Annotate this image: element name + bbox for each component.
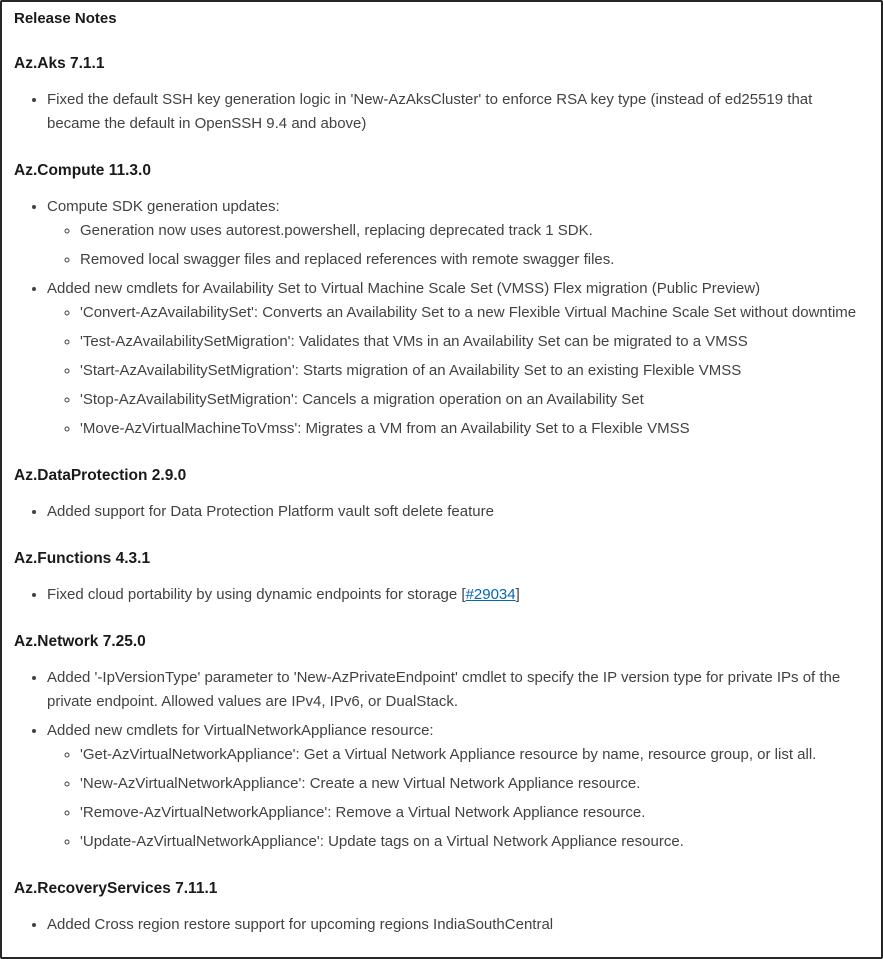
section-az-aks — [14, 54, 867, 136]
release-note-subitem: ◦ 'New-AzVirtualNetworkAppliance': Create a new Virtual Network Appliance resource. — [80, 772, 867, 796]
release-note-item — [47, 719, 867, 854]
note-list — [14, 583, 867, 607]
sub-note-list — [47, 219, 867, 272]
note-text: Added Cross region restore support for upcoming regions IndiaSouthCentral — [47, 916, 554, 933]
module-heading-az-recoveryservices: Az.RecoveryServices 7.11.1 — [14, 880, 218, 897]
note-text: Added new cmdlets for VirtualNetworkAppliance resource: — [47, 722, 434, 739]
sub-note-list — [47, 301, 867, 441]
release-note-subitem: ◦ 'Get-AzVirtualNetworkAppliance': Get a Virtual Network Appliance resource by name, resource group, or list all. — [80, 743, 867, 767]
release-note-subitem: ◦ 'Test-AzAvailabilitySetMigration': Validates that VMs in an Availability Set can be migrated to a VMSS — [80, 330, 867, 354]
note-text: Added support for Data Protection Platform vault soft delete feature — [47, 503, 494, 520]
release-note-item — [47, 277, 867, 441]
note-text: ] — [515, 586, 520, 603]
release-note-item — [47, 913, 867, 937]
page-title: Release Notes — [14, 10, 117, 27]
section-az-compute — [14, 161, 867, 441]
release-note-subitem: ◦ Removed local swagger files and replaced references with remote swagger files. — [80, 248, 867, 272]
note-text: Fixed the default SSH key generation logic in 'New-AzAksCluster' to enforce RSA key type (instead of ed25519 that became the default in OpenSSH 9.4 and above) — [47, 91, 813, 132]
section-az-functions — [14, 549, 867, 607]
section-az-recoveryservices — [14, 879, 867, 937]
module-heading-az-dataprotection: Az.DataProtection 2.9.0 — [14, 467, 187, 484]
module-heading-az-aks: Az.Aks 7.1.1 — [14, 55, 105, 72]
sub-note-list — [47, 743, 867, 854]
release-note-item — [47, 88, 867, 136]
section-az-dataprotection — [14, 466, 867, 524]
release-note-item — [47, 195, 867, 272]
release-note-item — [47, 666, 867, 714]
release-note-subitem: ◦ 'Move-AzVirtualMachineToVmss': Migrates a VM from an Availability Set to a Flexible VMSS — [80, 417, 867, 441]
release-note-item — [47, 500, 867, 524]
issue-link-29034[interactable]: #29034 — [465, 586, 516, 603]
note-list — [14, 88, 867, 136]
release-note-item — [47, 583, 867, 607]
note-list — [14, 666, 867, 854]
note-text: Added '-IpVersionType' parameter to 'New-AzPrivateEndpoint' cmdlet to specify the IP version type for private IPs of the private endpoint. Allowed values are IPv4, IPv6, or DualStack. — [47, 669, 841, 710]
release-note-subitem: ◦ 'Remove-AzVirtualNetworkAppliance': Remove a Virtual Network Appliance resource. — [80, 801, 867, 825]
release-note-subitem: ◦ 'Update-AzVirtualNetworkAppliance': Update tags on a Virtual Network Appliance resource. — [80, 830, 867, 854]
release-note-subitem: ◦ Generation now uses autorest.powershell, replacing deprecated track 1 SDK. — [80, 219, 867, 243]
module-heading-az-compute: Az.Compute 11.3.0 — [14, 162, 151, 179]
module-heading-az-functions: Az.Functions 4.3.1 — [14, 550, 151, 567]
note-text: Fixed cloud portability by using dynamic endpoints for storage [ — [47, 586, 466, 603]
module-heading-az-network: Az.Network 7.25.0 — [14, 633, 146, 650]
release-note-subitem: ◦ 'Start-AzAvailabilitySetMigration': Starts migration of an Availability Set to an existing Flexible VMSS — [80, 359, 867, 383]
note-list — [14, 913, 867, 937]
note-list — [14, 195, 867, 441]
note-text: Compute SDK generation updates: — [47, 198, 280, 215]
release-note-subitem: ◦ 'Convert-AzAvailabilitySet': Converts an Availability Set to a new Flexible Virtual Machine Scale Set without downtime — [80, 301, 867, 325]
release-note-subitem: ◦ 'Stop-AzAvailabilitySetMigration': Cancels a migration operation on an Availability Set — [80, 388, 867, 412]
note-list — [14, 500, 867, 524]
section-az-network — [14, 632, 867, 854]
note-text: Added new cmdlets for Availability Set to Virtual Machine Scale Set (VMSS) Flex migration (Public Preview) — [47, 280, 761, 297]
